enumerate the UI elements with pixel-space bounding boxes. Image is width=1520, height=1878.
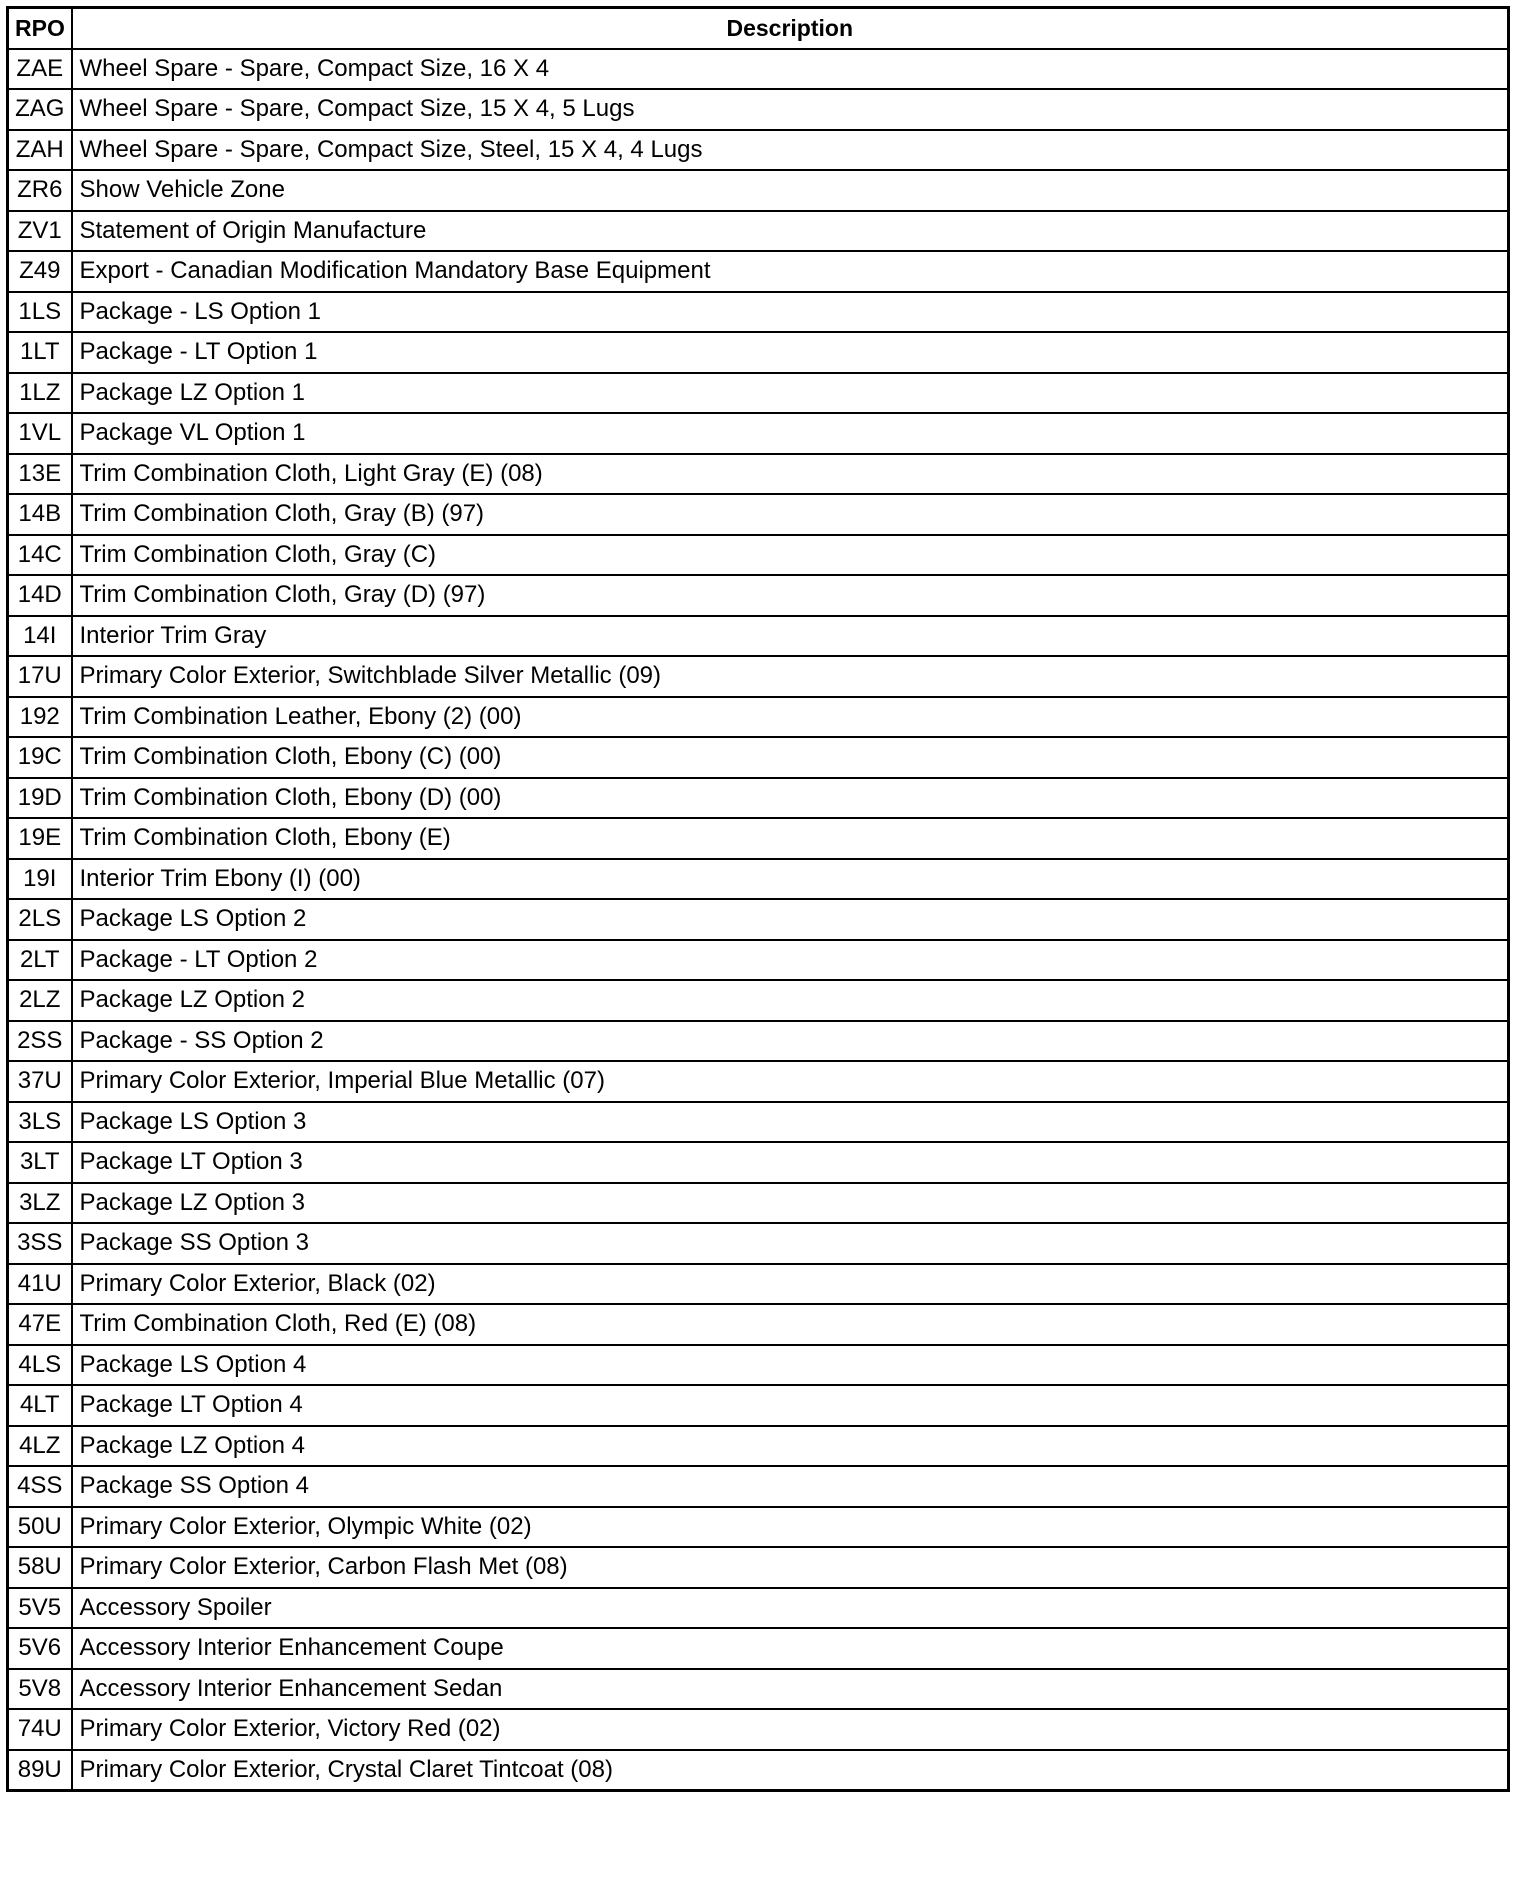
table-row	[8, 1588, 1509, 1629]
rpo-code-cell: 89U	[8, 1750, 72, 1791]
rpo-description-cell: Interior Trim Ebony (I) (00)	[72, 859, 1509, 900]
table-row	[8, 1750, 1509, 1791]
rpo-description-cell: Export - Canadian Modification Mandatory Base Equipment	[72, 251, 1509, 292]
rpo-code-cell: ZR6	[8, 170, 72, 211]
rpo-code-cell: 4SS	[8, 1466, 72, 1507]
rpo-description-cell: Trim Combination Cloth, Ebony (D) (00)	[72, 778, 1509, 819]
rpo-code-cell: ZAE	[8, 49, 72, 90]
rpo-code-cell: 14C	[8, 535, 72, 576]
rpo-description-cell: Interior Trim Gray	[72, 616, 1509, 657]
rpo-description-cell: Accessory Interior Enhancement Coupe	[72, 1628, 1509, 1669]
rpo-description-cell: Trim Combination Cloth, Ebony (C) (00)	[72, 737, 1509, 778]
table-row	[8, 251, 1509, 292]
rpo-description-cell: Wheel Spare - Spare, Compact Size, 15 X 4, 5 Lugs	[72, 89, 1509, 130]
rpo-description-cell: Show Vehicle Zone	[72, 170, 1509, 211]
rpo-code-cell: 17U	[8, 656, 72, 697]
table-row	[8, 697, 1509, 738]
rpo-description-cell: Accessory Spoiler	[72, 1588, 1509, 1629]
rpo-description-cell: Primary Color Exterior, Victory Red (02)	[72, 1709, 1509, 1750]
rpo-description-cell: Package LS Option 4	[72, 1345, 1509, 1386]
rpo-description-cell: Package LT Option 3	[72, 1142, 1509, 1183]
rpo-description-cell: Primary Color Exterior, Imperial Blue Metallic (07)	[72, 1061, 1509, 1102]
rpo-code-cell: 19D	[8, 778, 72, 819]
table-row	[8, 130, 1509, 171]
rpo-description-cell: Package - LS Option 1	[72, 292, 1509, 333]
rpo-description-cell: Trim Combination Cloth, Ebony (E)	[72, 818, 1509, 859]
rpo-code-cell: 2LZ	[8, 980, 72, 1021]
rpo-code-cell: 50U	[8, 1507, 72, 1548]
rpo-description-cell: Package VL Option 1	[72, 413, 1509, 454]
rpo-code-cell: 5V6	[8, 1628, 72, 1669]
table-row	[8, 1021, 1509, 1062]
rpo-code-cell: 4LS	[8, 1345, 72, 1386]
table-row	[8, 818, 1509, 859]
table-row	[8, 332, 1509, 373]
rpo-description-cell: Trim Combination Cloth, Gray (D) (97)	[72, 575, 1509, 616]
rpo-description-cell: Primary Color Exterior, Carbon Flash Met (08)	[72, 1547, 1509, 1588]
table-row	[8, 1628, 1509, 1669]
table-row	[8, 1061, 1509, 1102]
table-row	[8, 1142, 1509, 1183]
table-row	[8, 170, 1509, 211]
table-row	[8, 292, 1509, 333]
rpo-description-cell: Trim Combination Cloth, Gray (B) (97)	[72, 494, 1509, 535]
rpo-description-cell: Package LZ Option 1	[72, 373, 1509, 414]
rpo-code-cell: 3LS	[8, 1102, 72, 1143]
rpo-code-cell: 19I	[8, 859, 72, 900]
rpo-code-cell: 2LS	[8, 899, 72, 940]
rpo-code-cell: 37U	[8, 1061, 72, 1102]
table-row	[8, 1426, 1509, 1467]
rpo-table	[6, 6, 1510, 1792]
rpo-code-cell: 74U	[8, 1709, 72, 1750]
rpo-code-cell: Z49	[8, 251, 72, 292]
table-row	[8, 616, 1509, 657]
rpo-code-cell: 2LT	[8, 940, 72, 981]
rpo-code-cell: 19C	[8, 737, 72, 778]
table-header-row	[8, 8, 1509, 49]
table-row	[8, 454, 1509, 495]
table-row	[8, 49, 1509, 90]
rpo-description-cell: Primary Color Exterior, Black (02)	[72, 1264, 1509, 1305]
rpo-description-cell: Statement of Origin Manufacture	[72, 211, 1509, 252]
table-row	[8, 1183, 1509, 1224]
rpo-code-cell: 4LT	[8, 1385, 72, 1426]
table-row	[8, 980, 1509, 1021]
rpo-code-cell: 5V5	[8, 1588, 72, 1629]
rpo-description-cell: Package LS Option 3	[72, 1102, 1509, 1143]
table-row	[8, 1385, 1509, 1426]
rpo-code-cell: 1LZ	[8, 373, 72, 414]
table-row	[8, 413, 1509, 454]
table-row	[8, 1223, 1509, 1264]
rpo-description-cell: Package LS Option 2	[72, 899, 1509, 940]
rpo-code-cell: 3SS	[8, 1223, 72, 1264]
rpo-code-cell: 19E	[8, 818, 72, 859]
rpo-description-cell: Wheel Spare - Spare, Compact Size, Steel, 15 X 4, 4 Lugs	[72, 130, 1509, 171]
table-row	[8, 1264, 1509, 1305]
rpo-description-cell: Trim Combination Cloth, Light Gray (E) (08)	[72, 454, 1509, 495]
table-row	[8, 373, 1509, 414]
table-row	[8, 1709, 1509, 1750]
rpo-code-cell: 3LZ	[8, 1183, 72, 1224]
table-row	[8, 737, 1509, 778]
rpo-code-cell: 14B	[8, 494, 72, 535]
rpo-description-cell: Package LZ Option 3	[72, 1183, 1509, 1224]
table-row	[8, 1547, 1509, 1588]
rpo-code-cell: 3LT	[8, 1142, 72, 1183]
rpo-description-cell: Primary Color Exterior, Olympic White (02)	[72, 1507, 1509, 1548]
rpo-code-cell: 13E	[8, 454, 72, 495]
rpo-description-cell: Primary Color Exterior, Crystal Claret Tintcoat (08)	[72, 1750, 1509, 1791]
table-row	[8, 535, 1509, 576]
table-row	[8, 89, 1509, 130]
rpo-description-cell: Package LT Option 4	[72, 1385, 1509, 1426]
table-row	[8, 575, 1509, 616]
rpo-code-cell: 2SS	[8, 1021, 72, 1062]
rpo-description-cell: Package SS Option 3	[72, 1223, 1509, 1264]
rpo-description-cell: Package - LT Option 2	[72, 940, 1509, 981]
rpo-description-cell: Package SS Option 4	[72, 1466, 1509, 1507]
header-description: Description	[72, 8, 1509, 49]
table-row	[8, 778, 1509, 819]
rpo-description-cell: Package - SS Option 2	[72, 1021, 1509, 1062]
rpo-code-cell: ZV1	[8, 211, 72, 252]
table-row	[8, 494, 1509, 535]
rpo-code-cell: 14I	[8, 616, 72, 657]
table-row	[8, 940, 1509, 981]
header-rpo: RPO	[8, 8, 72, 49]
rpo-code-cell: 58U	[8, 1547, 72, 1588]
rpo-code-cell: 14D	[8, 575, 72, 616]
rpo-description-cell: Trim Combination Leather, Ebony (2) (00)	[72, 697, 1509, 738]
table-row	[8, 1466, 1509, 1507]
rpo-code-cell: 192	[8, 697, 72, 738]
rpo-code-cell: 47E	[8, 1304, 72, 1345]
table-row	[8, 656, 1509, 697]
table-row	[8, 1102, 1509, 1143]
table-row	[8, 1507, 1509, 1548]
table-row	[8, 1669, 1509, 1710]
rpo-code-cell: 1VL	[8, 413, 72, 454]
rpo-description-cell: Trim Combination Cloth, Red (E) (08)	[72, 1304, 1509, 1345]
table-row	[8, 211, 1509, 252]
table-row	[8, 899, 1509, 940]
rpo-code-cell: ZAG	[8, 89, 72, 130]
table-row	[8, 1345, 1509, 1386]
rpo-description-cell: Trim Combination Cloth, Gray (C)	[72, 535, 1509, 576]
rpo-code-cell: 1LT	[8, 332, 72, 373]
rpo-code-cell: ZAH	[8, 130, 72, 171]
rpo-description-cell: Package - LT Option 1	[72, 332, 1509, 373]
rpo-description-cell: Primary Color Exterior, Switchblade Silver Metallic (09)	[72, 656, 1509, 697]
rpo-code-cell: 5V8	[8, 1669, 72, 1710]
table-body	[8, 49, 1509, 1791]
rpo-description-cell: Wheel Spare - Spare, Compact Size, 16 X 4	[72, 49, 1509, 90]
table-row	[8, 1304, 1509, 1345]
rpo-description-cell: Accessory Interior Enhancement Sedan	[72, 1669, 1509, 1710]
rpo-code-cell: 4LZ	[8, 1426, 72, 1467]
rpo-description-cell: Package LZ Option 2	[72, 980, 1509, 1021]
table-row	[8, 859, 1509, 900]
rpo-code-cell: 1LS	[8, 292, 72, 333]
rpo-code-cell: 41U	[8, 1264, 72, 1305]
rpo-description-cell: Package LZ Option 4	[72, 1426, 1509, 1467]
